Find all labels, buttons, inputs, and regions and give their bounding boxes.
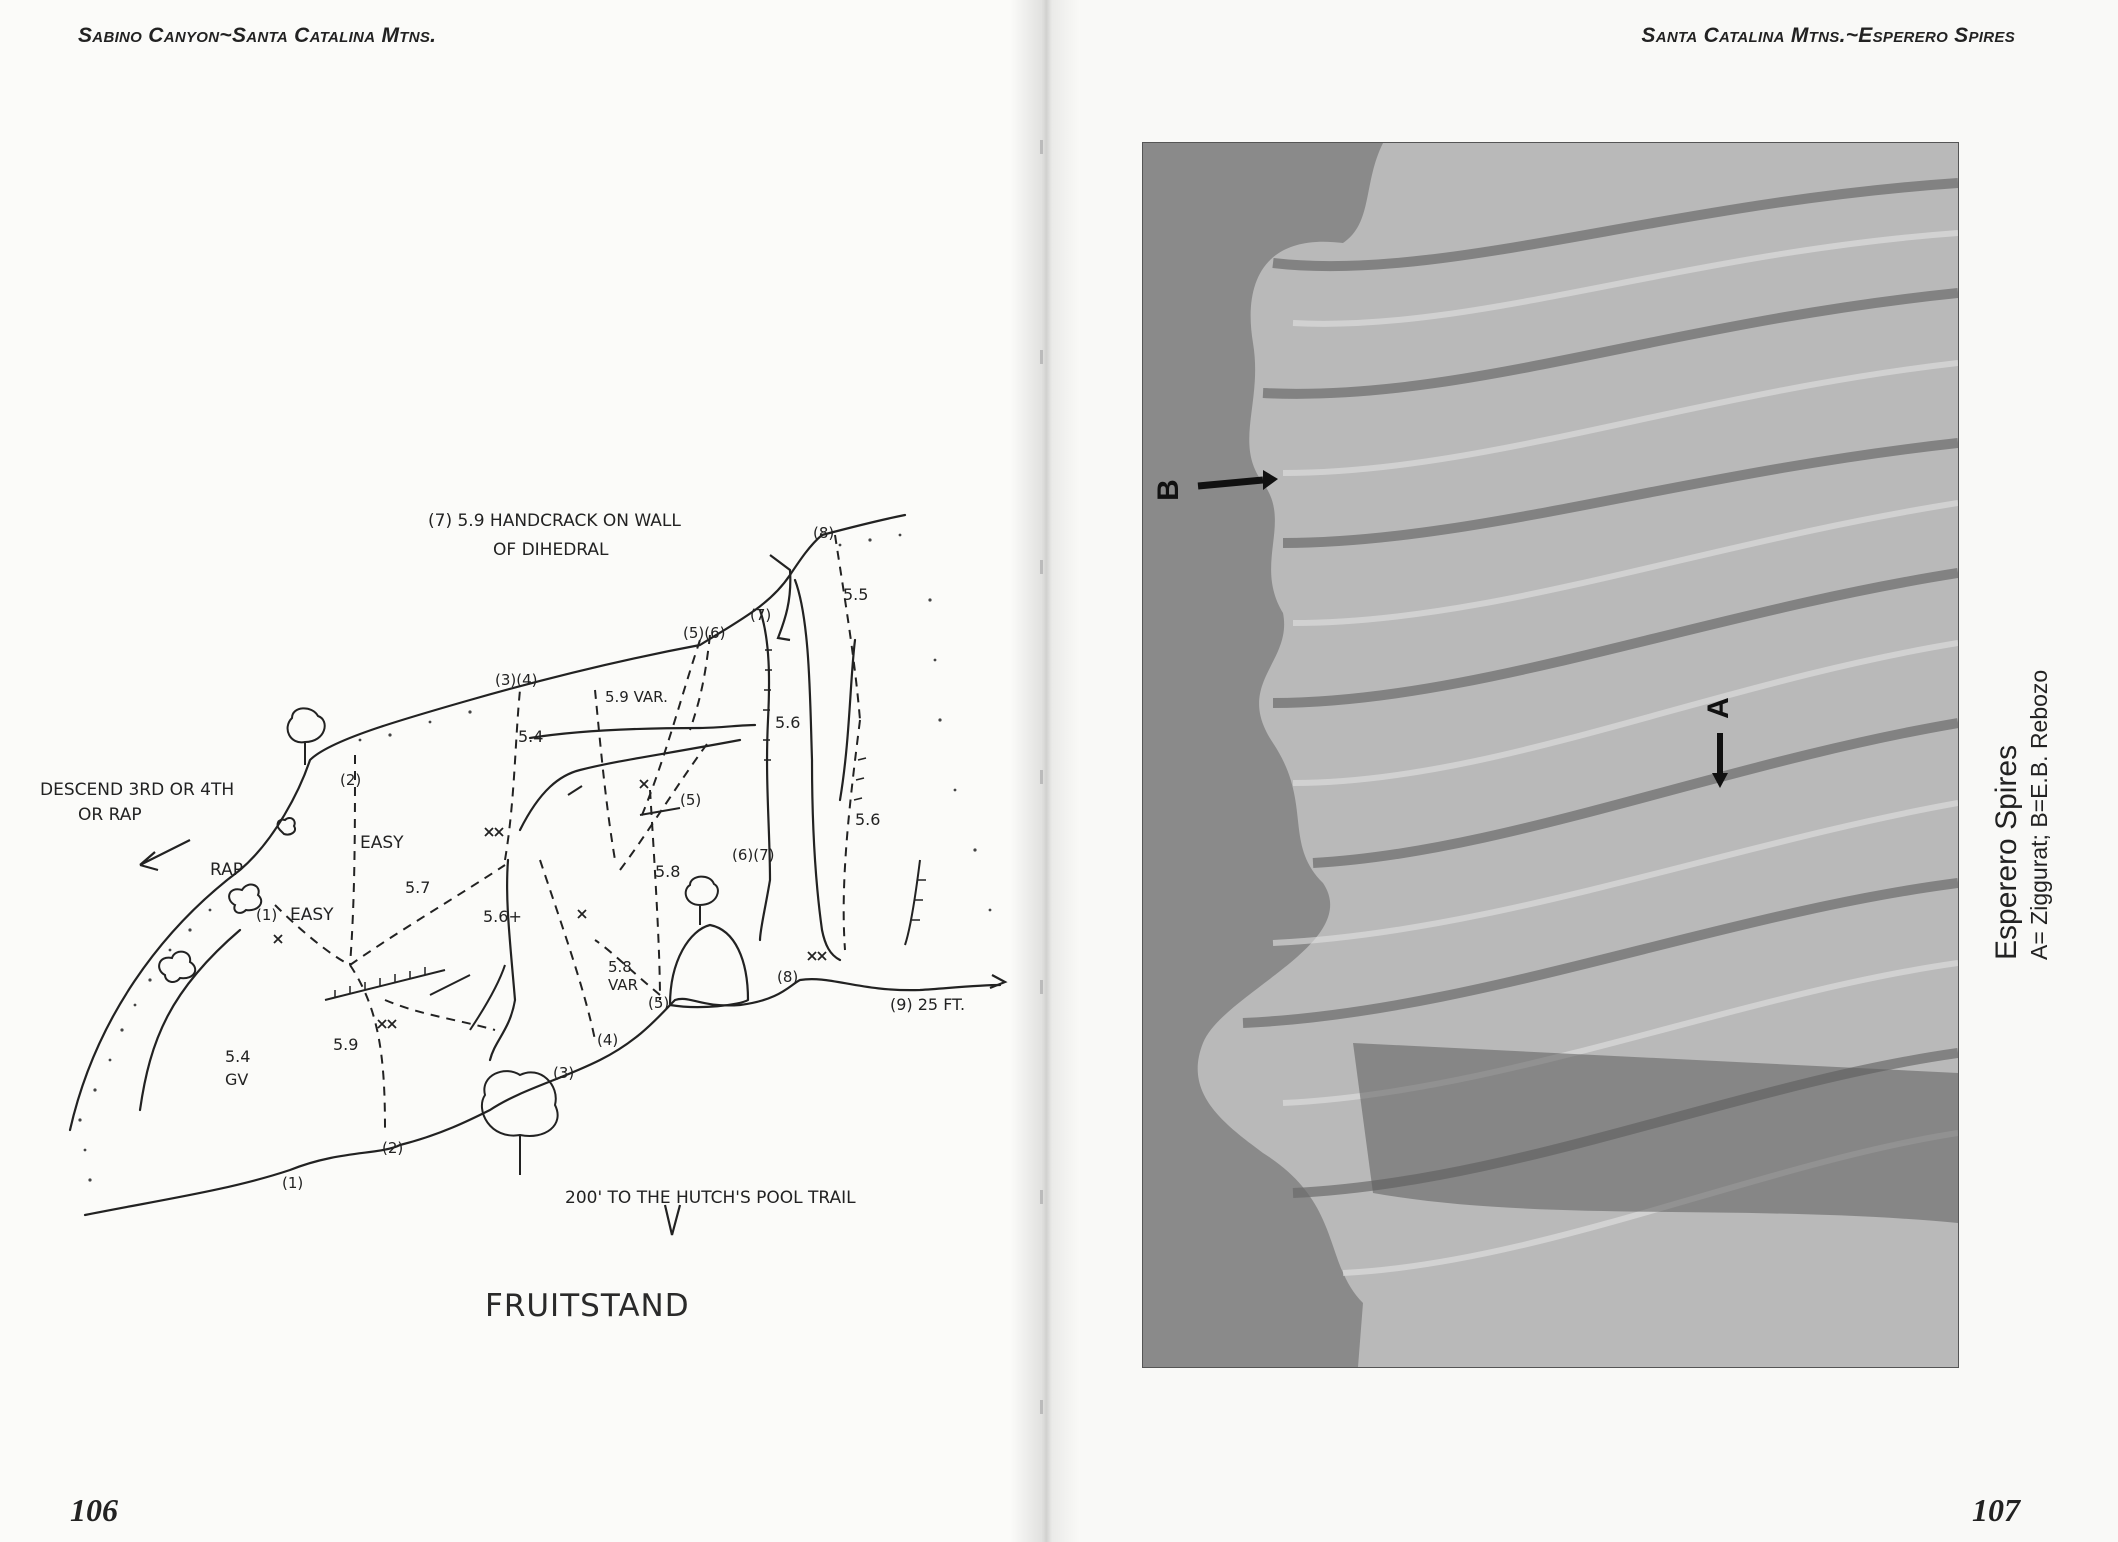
pitch-6-7: (6)(7) (732, 846, 775, 864)
running-head-left: Sabino Canyon~Santa Catalina Mtns. (78, 24, 437, 47)
grade-5-6-right: 5.6 (855, 810, 881, 829)
pitch-8-lower: (8) (777, 968, 799, 986)
pitch-5-lower: (5) (648, 994, 670, 1012)
mid-arc (520, 740, 740, 830)
pitch-2: (2) (340, 771, 362, 789)
caption-title: Esperero Spires (1990, 744, 2023, 960)
esperero-spires-photo (1142, 142, 1959, 1368)
pitch-2-lower: (2) (382, 1139, 404, 1157)
marker-b-label: B (1151, 479, 1185, 501)
label-descend-1: DESCEND 3RD OR 4TH (40, 780, 235, 800)
label-58-var-a: 5.8 (608, 958, 632, 976)
grade-5-6-plus: 5.6+ (483, 907, 522, 926)
grade-5-7: 5.7 (405, 878, 431, 897)
arrows (140, 555, 1005, 1235)
upper-ledge (530, 725, 755, 738)
binding-stitch (1040, 1190, 1043, 1204)
label-gv-grade: 5.4 (225, 1047, 251, 1066)
stipple-dots (78, 534, 991, 1182)
label-easy-2: EASY (290, 905, 334, 925)
bush-left (159, 952, 195, 982)
pitch-4-lower: (4) (597, 1031, 619, 1049)
bush-tiny (278, 818, 296, 835)
pitch-5-mid: (5) (680, 791, 702, 809)
pitch-3-4: (3)(4) (495, 671, 538, 689)
dihedral-right (795, 580, 840, 960)
ft25-arrow (990, 975, 1005, 988)
pitch-8-top: (8) (813, 524, 835, 542)
page-number-left: 106 (70, 1492, 118, 1528)
label-59-var: 5.9 VAR. (605, 688, 668, 706)
pitch-1-lower: (1) (282, 1174, 304, 1192)
pitch-7-top: (7) (750, 606, 772, 624)
tree-top (288, 708, 325, 765)
running-head-right: Santa Catalina Mtns.~Esperero Spires (1641, 24, 2015, 47)
boulder (670, 925, 748, 1007)
caption-subtitle: A= Ziggurat; B=E.B. Rebozo (2026, 669, 2052, 960)
binding-stitch (1040, 770, 1043, 784)
belay-marks (274, 780, 826, 1028)
trail-arrow (665, 1205, 680, 1235)
photo-caption (1990, 670, 2053, 960)
binding-stitch (1040, 140, 1043, 154)
pitch-1-upper: (1) (256, 906, 278, 924)
fruitstand-topo-diagram (30, 490, 1030, 1350)
binding-stitch (1040, 1400, 1043, 1414)
trees (159, 708, 718, 1175)
tree-boulder (686, 877, 718, 925)
label-rap: RAP (210, 860, 244, 880)
marker-a-label: A (1701, 697, 1735, 719)
binding-stitch (1040, 980, 1043, 994)
wall-skyline (70, 515, 905, 1130)
label-handcrack-2: OF DIHEDRAL (493, 540, 609, 560)
label-easy-1: EASY (360, 833, 404, 853)
label-descend-2: OR RAP (78, 805, 142, 825)
topo-title: FRUITSTAND (485, 1288, 690, 1324)
page-number-right: 107 (1972, 1492, 2020, 1528)
label-handcrack: (7) 5.9 HANDCRACK ON WALL (428, 511, 681, 531)
tree-large (482, 1071, 558, 1175)
handcrack-pointer (770, 555, 790, 640)
label-gv: GV (225, 1070, 249, 1089)
grade-5-6-dihedral: 5.6 (775, 713, 801, 732)
rock-face-illustration (1143, 143, 1958, 1367)
label-58-var-b: VAR (608, 976, 638, 994)
grade-5-5: 5.5 (843, 585, 869, 604)
grade-5-9: 5.9 (333, 1035, 359, 1054)
label-25-ft: (9) 25 FT. (890, 995, 966, 1014)
pitch-3-lower: (3) (553, 1064, 575, 1082)
label-trail: 200' TO THE HUTCH'S POOL TRAIL (565, 1188, 856, 1208)
descend-arrow (140, 840, 190, 870)
ground-line (85, 979, 1000, 1215)
grade-5-8: 5.8 (655, 862, 681, 881)
grade-5-4: 5.4 (518, 727, 544, 746)
binding-stitch (1040, 350, 1043, 364)
pitch-5-6: (5)(6) (683, 624, 726, 642)
binding-stitch (1040, 560, 1043, 574)
dihedral-left (760, 610, 770, 940)
